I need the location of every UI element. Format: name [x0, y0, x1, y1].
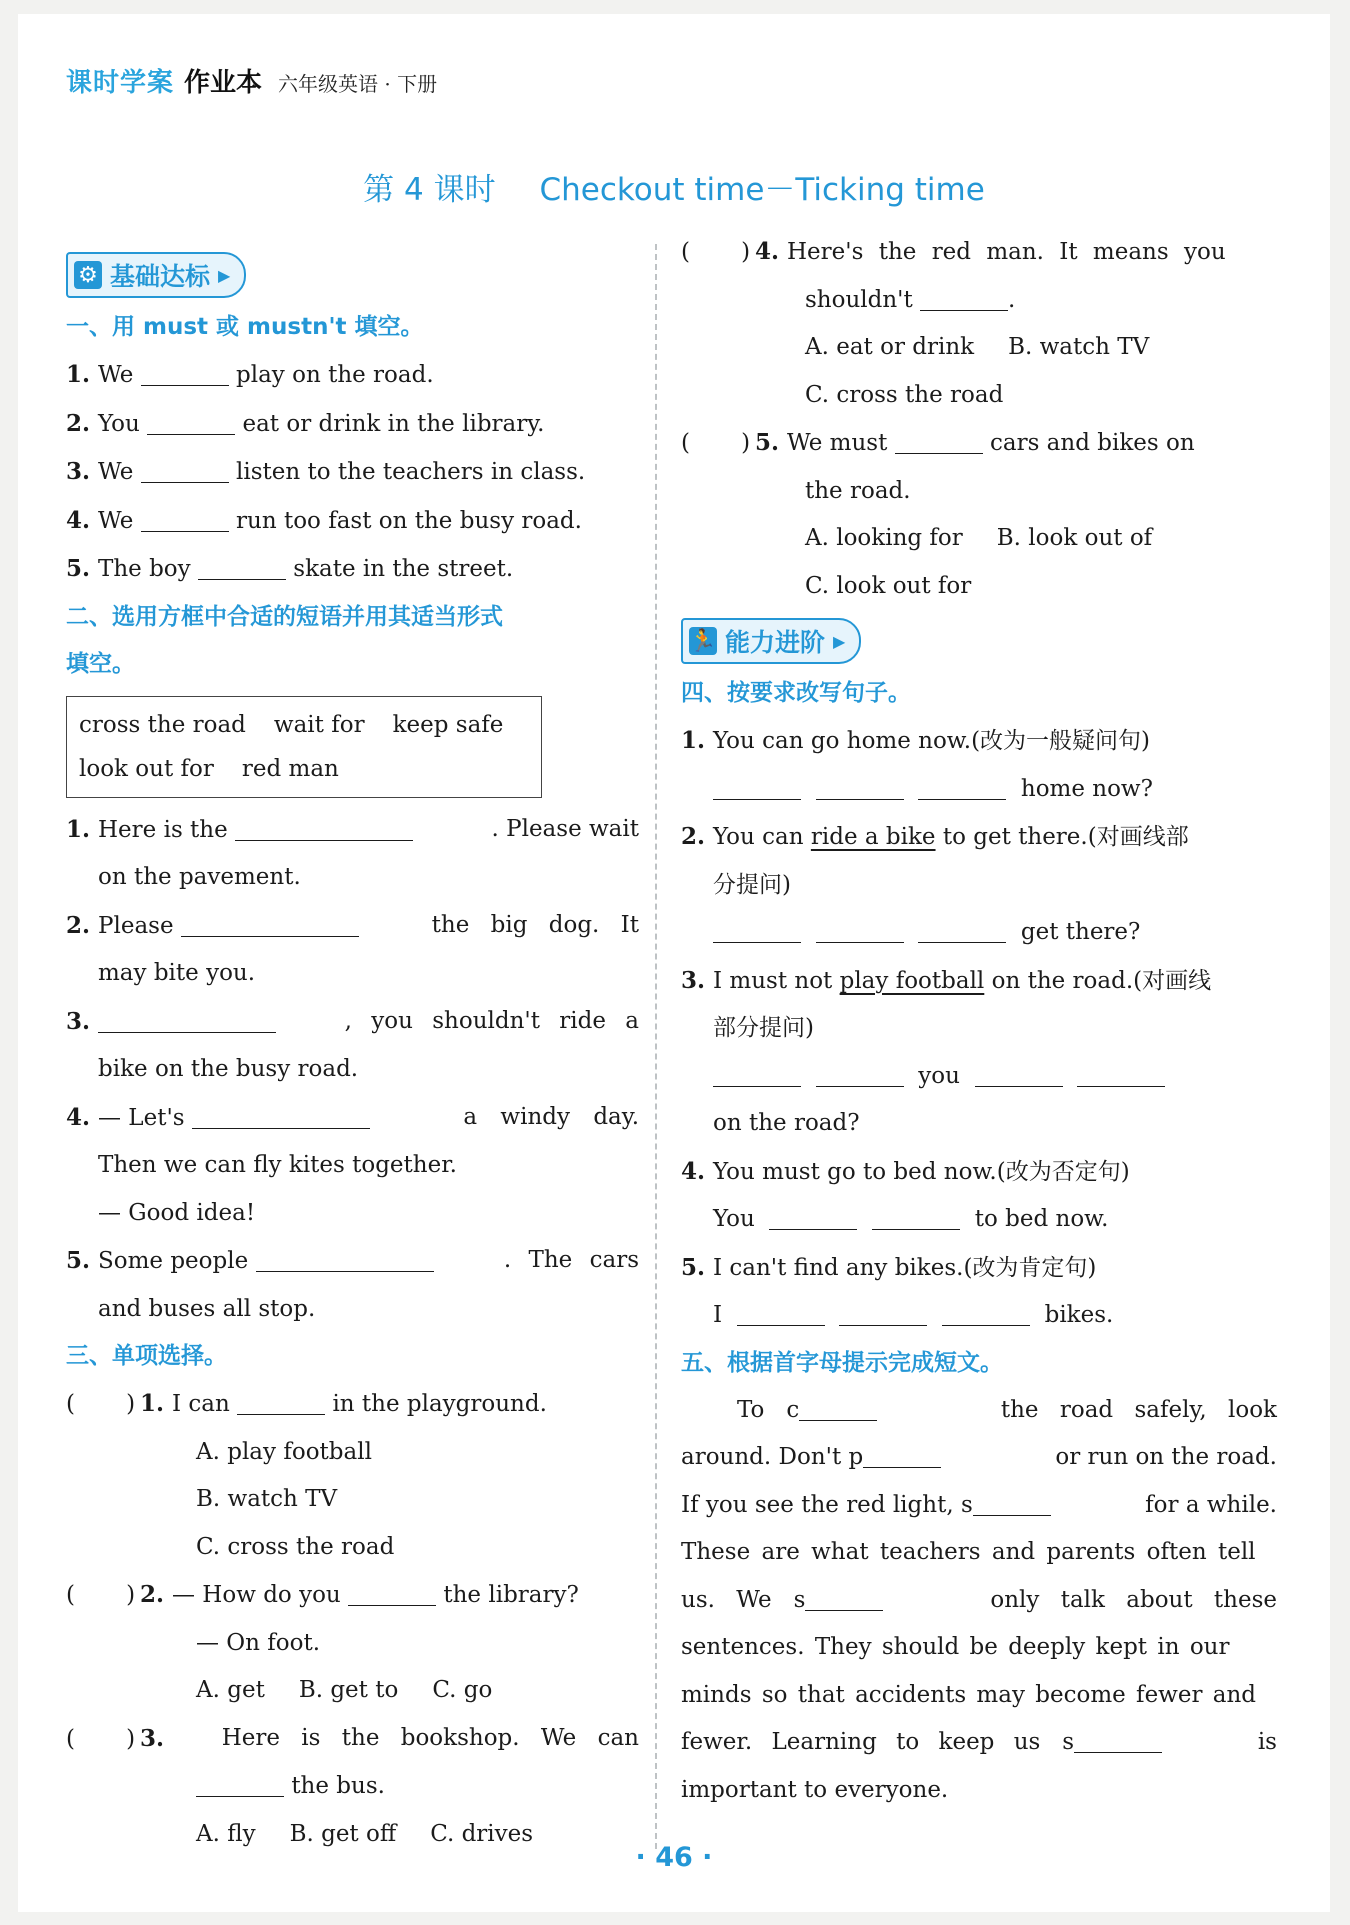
list-item: 4. — Let's a windy day.	[66, 1103, 639, 1131]
advanced-tag	[681, 618, 861, 664]
list-item: 3. , you shouldn't ride a	[66, 1007, 639, 1035]
option[interactable]: C. go	[432, 1677, 493, 1703]
brand-colored: 课时学案	[66, 68, 175, 98]
choice-question: ( ) 5. We must cars and bikes on	[681, 419, 1277, 468]
option[interactable]: B. watch TV	[1008, 334, 1150, 360]
answer-blank[interactable]	[256, 1248, 434, 1272]
answer-blank[interactable]	[98, 1009, 276, 1033]
list-item: 1. Here is the . Please wait	[66, 815, 639, 843]
answer-blank[interactable]	[895, 430, 983, 454]
answer-blank[interactable]	[942, 1302, 1030, 1326]
list-item: 5. Some people . The cars	[66, 1247, 639, 1274]
answer-blank[interactable]	[816, 1063, 904, 1087]
list-item: 1. We play on the road.	[66, 361, 434, 388]
answer-blank[interactable]	[713, 919, 801, 943]
answer-blank[interactable]	[920, 287, 1008, 311]
answer-blank[interactable]	[799, 1397, 877, 1421]
advanced-tag-label: 能力进阶	[725, 628, 826, 657]
answer-paren[interactable]: ( )	[66, 1725, 136, 1752]
left-column: ⚙ 基础达标 ▶ 一、用 must 或 mustn't 填空。 1. We play on the road. 2. You eat or drink in the library. 3. We listen to the teachers in class. 4. We run too fast on the busy road. 5. The boy skate in the street. 二、选用方框中合适的短语并用其适当形式 填空。 cross the road wait for keep safe look out for red man 1. Here is the . Please wait on the pavement. 2. Please the big dog. It may bite you. 3. , you shouldn't ride a bike on the busy road. 4. — Let's a windy day. Then we can fly kites together. — Good idea! 5. Some people . The cars and buses all stop. 三、单项选择。 ( ) 1. I can in the playground. A. play football B. watch TV C. cross the road ( ) 2. — How do you the library? — On foot. A. get B. get to C. go ( ) 3. Here is the bookshop. We can the bus. A. fly B. get off C. drives	[66, 244, 639, 1858]
section4-title: 四、按要求改写句子。	[681, 680, 911, 706]
section3-title: 三、单项选择。	[66, 1343, 227, 1369]
triangle-right-icon: ▶	[833, 631, 846, 651]
option[interactable]: A. looking for	[805, 525, 963, 551]
list-item: 4. We run too fast on the busy road.	[66, 506, 582, 534]
answer-blank[interactable]	[816, 919, 904, 943]
section1-title: 一、用 must 或 mustn't 填空。	[66, 314, 424, 340]
answer-blank[interactable]	[141, 508, 229, 532]
answer-blank[interactable]	[863, 1444, 941, 1468]
choice-question: ( ) 2. — How do you the library?	[66, 1571, 639, 1620]
list-item: 1. You can go home now.(改为一般疑问句)	[681, 727, 1151, 754]
answer-paren[interactable]: ( )	[66, 1582, 136, 1608]
answer-blank[interactable]	[192, 1105, 370, 1129]
choice-question: ( ) 4. Here's the red man. It means you	[681, 228, 1277, 277]
lesson-number: 第 4 课时	[363, 172, 496, 208]
running-person-icon: 🏃	[689, 628, 717, 654]
answer-blank[interactable]	[805, 1587, 883, 1611]
lesson-name: Checkout time－Ticking time	[539, 172, 985, 208]
answer-blank[interactable]	[348, 1582, 436, 1606]
answer-blank[interactable]	[198, 556, 286, 580]
column-divider	[655, 244, 657, 1849]
basic-tag-label: 基础达标	[110, 262, 211, 291]
section1-items	[66, 351, 639, 594]
option[interactable]: B. look out of	[996, 525, 1153, 551]
list-item: 3. I must not play football on the road.(对画线	[681, 966, 1212, 994]
answer-blank[interactable]	[141, 362, 229, 386]
lesson-title	[18, 164, 1330, 209]
answer-blank[interactable]	[196, 1773, 284, 1797]
option[interactable]: A. eat or drink	[805, 334, 975, 360]
list-item: 5. I can't find any bikes.(改为肯定句)	[681, 1253, 1097, 1281]
answer-blank[interactable]	[713, 776, 801, 800]
option[interactable]: B. watch TV	[196, 1486, 338, 1512]
list-item: 3. We listen to the teachers in class.	[66, 458, 586, 485]
answer-blank[interactable]	[147, 411, 235, 435]
brand-black: 作业本	[184, 68, 263, 98]
worksheet-page	[18, 14, 1330, 1912]
answer-blank[interactable]	[973, 1492, 1051, 1516]
basic-tag	[66, 252, 246, 298]
list-item: 2. You eat or drink in the library.	[66, 409, 545, 437]
answer-blank[interactable]	[918, 776, 1006, 800]
answer-blank[interactable]	[713, 1063, 801, 1087]
choice-question: ( ) 1. I can in the playground.	[66, 1380, 639, 1429]
answer-blank[interactable]	[235, 817, 413, 841]
page-number: · 46 ·	[635, 1842, 713, 1873]
answer-blank[interactable]	[181, 913, 359, 937]
triangle-right-icon: ▶	[218, 265, 231, 285]
choice-question: ( ) 3. Here is the bookshop. We can	[66, 1715, 639, 1764]
answer-blank[interactable]	[737, 1302, 825, 1326]
option[interactable]: B. get to	[298, 1677, 399, 1703]
answer-paren[interactable]: ( )	[681, 239, 751, 265]
option[interactable]: C. drives	[430, 1820, 534, 1847]
phrase-box: cross the road wait for keep safe look out for red man	[66, 696, 542, 798]
section2-title: 二、选用方框中合适的短语并用其适当形式	[66, 603, 503, 630]
option[interactable]: C. cross the road	[196, 1533, 395, 1560]
section2-title-cont: 填空。	[66, 650, 135, 677]
answer-blank[interactable]	[237, 1391, 325, 1415]
book-subtitle: 六年级英语 · 下册	[278, 72, 438, 96]
cloze-passage: To c the road safely, look around. Don't p or run on the road. If you see the red light, s for a while. These are what teachers and parents often tell us. We s only talk about these sentences. They should be deeply kept in our minds so that accidents may become fewer and fewer. Learning to keep us s is important to everyone.	[681, 1396, 1277, 1803]
gear-icon: ⚙	[74, 261, 102, 289]
answer-blank[interactable]	[839, 1302, 927, 1326]
answer-blank[interactable]	[769, 1206, 857, 1230]
section5-title: 五、根据首字母提示完成短文。	[681, 1349, 1003, 1376]
list-item: 2. Please the big dog. It	[66, 911, 639, 939]
answer-blank[interactable]	[975, 1063, 1063, 1087]
answer-blank[interactable]	[1074, 1729, 1162, 1753]
answer-blank[interactable]	[1077, 1063, 1165, 1087]
option[interactable]: C. cross the road	[805, 381, 1004, 408]
answer-blank[interactable]	[918, 919, 1006, 943]
option[interactable]: C. look out for	[805, 572, 972, 599]
option[interactable]: B. get off	[289, 1820, 397, 1847]
option[interactable]: A. fly	[196, 1820, 256, 1847]
option[interactable]: A. get	[196, 1677, 265, 1703]
option[interactable]: A. play football	[196, 1438, 372, 1465]
header	[66, 62, 437, 102]
answer-blank[interactable]	[872, 1206, 960, 1230]
list-item: 4. You must go to bed now.(改为否定句)	[681, 1157, 1130, 1185]
answer-blank[interactable]	[816, 776, 904, 800]
answer-blank[interactable]	[141, 459, 229, 483]
right-column: ( ) 4. Here's the red man. It means you shouldn't . A. eat or drink B. watch TV C. cross the road ( ) 5. We must cars and bikes on the road. A. looking for B. look out of C. look out for 🏃 能力进阶 ▶ 四、按要求改写句子。 1. You can go home now.(改为一般疑问句) home now? 2. You can ride a bike to get there.(对画线部 分提问) get there? 3. I must not play football on the road.(对画线 部分提问) you on the road? 4. You must go to bed now.(改为否定句) You to bed now. 5. I can't find any bikes.(改为肯定句) I bikes. 五、根据首字母提示完成短文。 To c the road safely, look around. Don't p or run on the road. If you see the red light, s for a while. These are what teachers and parents often tell us. We s only talk about these sentences. They should be deeply kept in our minds so that accidents may become fewer and fewer. Learning to keep us s is important to everyone.	[681, 244, 1277, 1814]
answer-paren[interactable]: ( )	[681, 430, 751, 456]
list-item: 5. The boy skate in the street.	[66, 555, 514, 582]
list-item: 2. You can ride a bike to get there.(对画线部	[681, 823, 1189, 850]
answer-paren[interactable]: ( )	[66, 1391, 136, 1417]
